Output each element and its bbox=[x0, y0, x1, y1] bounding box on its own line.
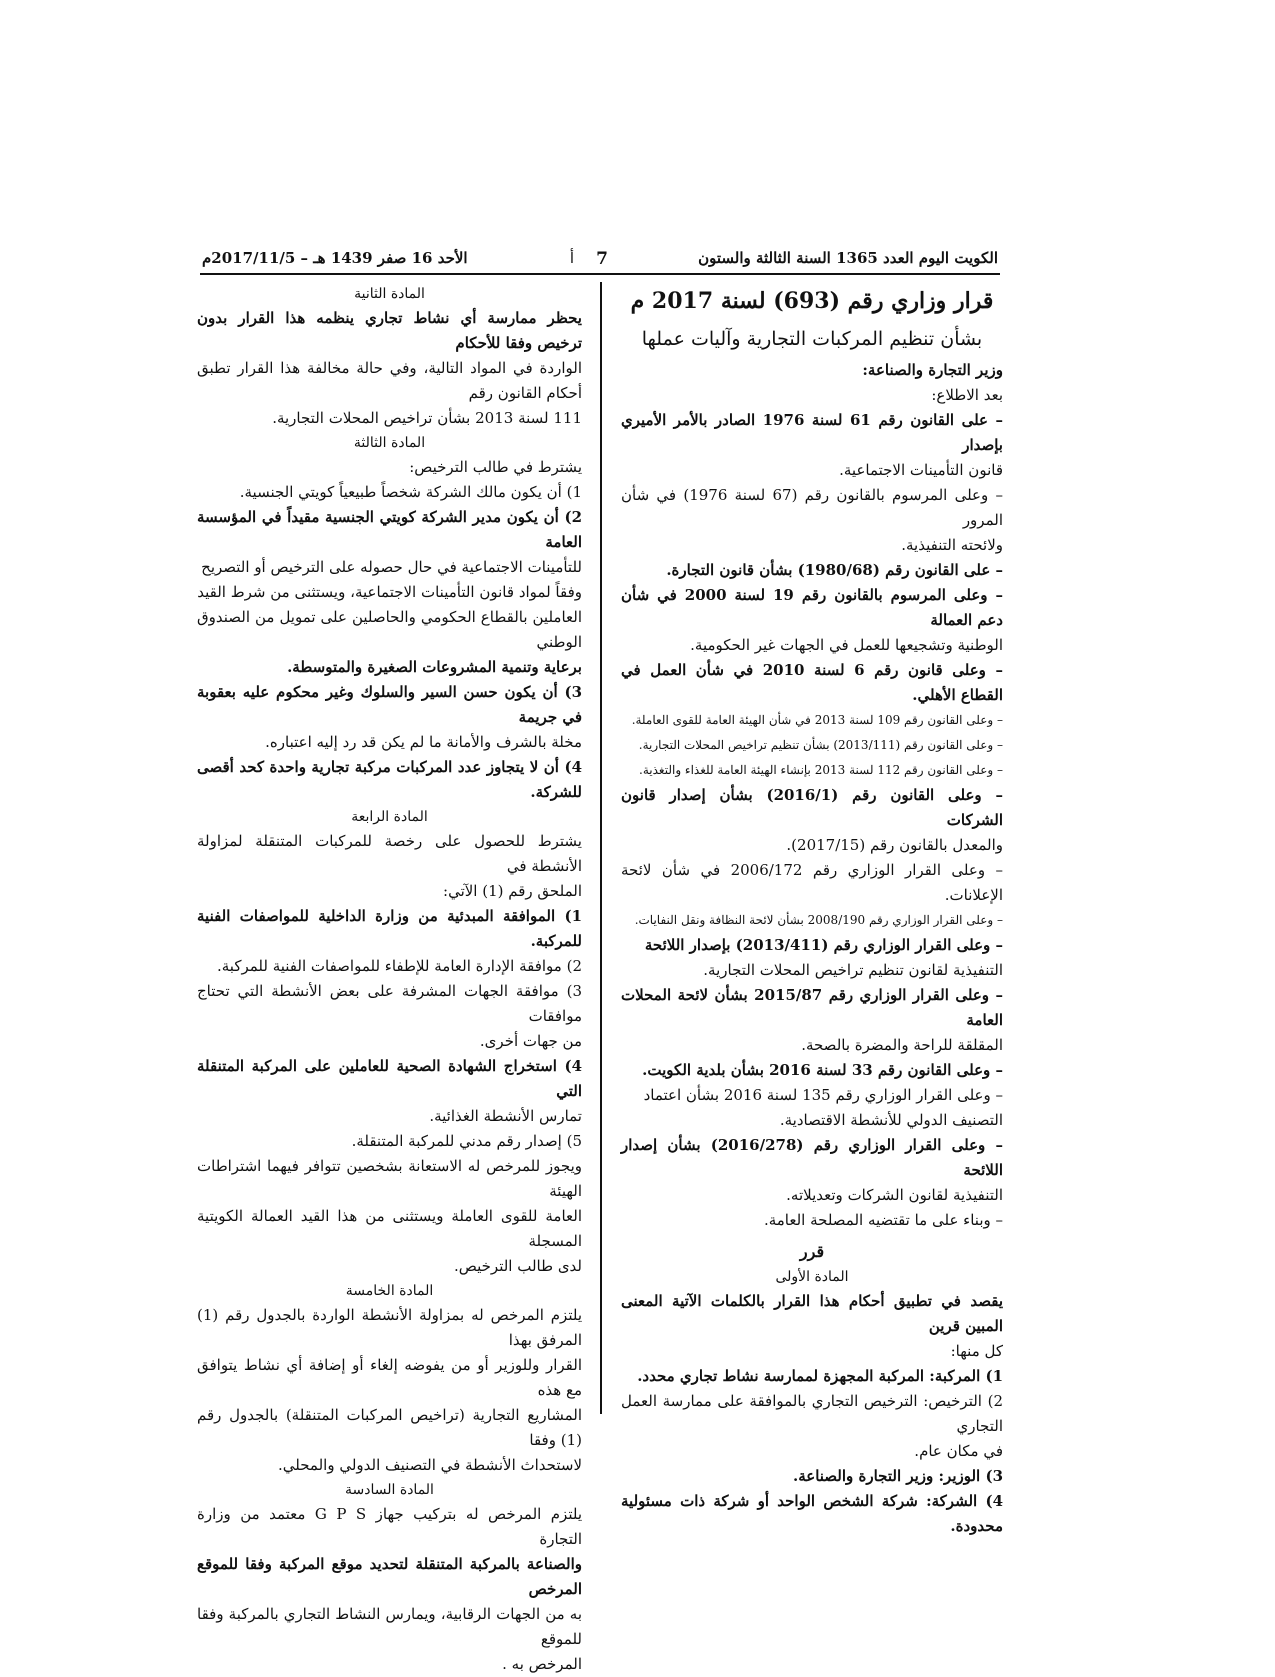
article-line: يقصد في تطبيق أحكام هذا القرار بالكلمات الآتية المعنى المبين قرين bbox=[621, 1292, 1003, 1335]
article-line: 4) استخراج الشهادة الصحية للعاملين على المركبة المتنقلة التي bbox=[197, 1057, 582, 1100]
decree-word: قرر bbox=[799, 1242, 825, 1261]
review-line: – وعلى القرار الوزاري رقم 135 لسنة 2016 بشأن اعتماد bbox=[643, 1086, 1003, 1104]
review-line: – وعلى القرار الوزاري رقم 2015/87 بشأن لائحة المحلات العامة bbox=[621, 986, 1003, 1029]
article-title: المادة السادسة bbox=[345, 1482, 434, 1498]
section-letter: أ bbox=[569, 249, 574, 267]
article-line: 1) المركبة: المركبة المجهزة لممارسة نشاط تجاري محدد. bbox=[637, 1367, 1003, 1385]
article-line: يلتزم المرخص له بتركيب جهاز G P S معتمد من وزارة التجارة bbox=[197, 1505, 583, 1548]
decree-title: قرار وزاري رقم (693) لسنة 2017 م bbox=[630, 288, 994, 314]
article-title: المادة الخامسة bbox=[345, 1283, 434, 1299]
review-line: والمعدل بالقانون رقم (2017/15). bbox=[786, 836, 1003, 854]
article-line: وفقاً لمواد قانون التأمينات الاجتماعية، ويستثنى من شرط القيد bbox=[197, 583, 582, 601]
review-line-small: – وعلى القانون رقم (2013/111) بشأن تنظيم تراخيص المحلات التجارية. bbox=[638, 738, 1003, 752]
article-line: تمارس الأنشطة الغذائية. bbox=[429, 1107, 582, 1125]
article-line: الواردة في المواد التالية، وفي حالة مخالفة هذا القرار تطبق أحكام القانون رقم bbox=[197, 359, 582, 402]
article-line: القرار وللوزير أو من يفوضه إلغاء أو إضافة أي نشاط يتوافق مع هذه bbox=[197, 1356, 582, 1399]
article-line: مخلة بالشرف والأمانة ما لم يكن قد رد إليه اعتباره. bbox=[265, 733, 582, 751]
review-line: التصنيف الدولي للأنشطة الاقتصادية. bbox=[779, 1111, 1003, 1129]
review-line: – وعلى المرسوم بالقانون رقم 19 لسنة 2000 في شأن دعم العمالة bbox=[621, 586, 1003, 629]
minister-line: وزير التجارة والصناعة: bbox=[862, 361, 1003, 379]
review-line: ولائحته التنفيذية. bbox=[901, 536, 1003, 554]
article-line: المشاريع التجارية (تراخيص المركبات المتنقلة) بالجدول رقم (1) وفقا bbox=[197, 1406, 582, 1449]
review-line: – وعلى المرسوم بالقانون رقم (67 لسنة 1976) في شأن المرور bbox=[621, 486, 1004, 529]
review-line: التنفيذية لقانون تنظيم تراخيص المحلات التجارية. bbox=[703, 961, 1003, 979]
review-line: قانون التأمينات الاجتماعية. bbox=[839, 461, 1003, 479]
review-line: – على القانون رقم 61 لسنة 1976 الصادر بالأمر الأميري بإصدار bbox=[621, 411, 1003, 454]
article-line: لاستحداث الأنشطة في التصنيف الدولي والمحلي. bbox=[278, 1456, 582, 1474]
article-line: به من الجهات الرقابية، ويمارس النشاط التجاري بالمركبة وفقا للموقع bbox=[197, 1605, 582, 1648]
article-line: لدى طالب الترخيص. bbox=[453, 1257, 582, 1275]
article-line: برعاية وتنمية المشروعات الصغيرة والمتوسطة. bbox=[287, 658, 582, 676]
decree-subtitle: بشأن تنظيم المركبات التجارية وآليات عملها bbox=[641, 328, 983, 350]
article-line: يحظر ممارسة أي نشاط تجاري ينظمه هذا القرار بدون ترخيص وفقا للأحكام bbox=[197, 309, 582, 352]
review-line: – على القانون رقم (1980/68) بشأن قانون التجارة. bbox=[666, 561, 1003, 579]
review-line-small: – وعلى القانون رقم 112 لسنة 2013 بإنشاء الهيئة العامة للغذاء والتغذية. bbox=[639, 763, 1003, 777]
column-divider bbox=[600, 282, 602, 1414]
article-line: كل منها: bbox=[950, 1342, 1003, 1360]
article-title: المادة الأولى bbox=[775, 1269, 849, 1285]
article-line: 1) أن يكون مالك الشركة شخصاً طبيعياً كويتي الجنسية. bbox=[239, 483, 582, 501]
article-line: ويجوز للمرخص له الاستعانة بشخصين تتوافر فيهما اشتراطات الهيئة bbox=[197, 1157, 582, 1200]
article-line: في مكان عام. bbox=[914, 1442, 1003, 1460]
article-line: 2) أن يكون مدير الشركة كويتي الجنسية مقيداً في المؤسسة العامة bbox=[197, 508, 582, 551]
review-line-small: – وعلى القانون رقم 109 لسنة 2013 في شأن الهيئة العامة للقوى العاملة. bbox=[631, 713, 1003, 727]
right-column bbox=[621, 282, 1003, 1539]
article-title: المادة الثالثة bbox=[353, 435, 426, 451]
review-line: – وعلى القرار الوزاري رقم (2013/411) بإصدار اللائحة bbox=[644, 936, 1003, 954]
gazette-issue-info: الكويت اليوم العدد 1365 السنة الثالثة والستون bbox=[698, 249, 998, 267]
article-line: العامة للقوى العاملة ويستثنى من هذا القيد العمالة الكويتية المسجلة bbox=[197, 1207, 582, 1250]
review-line: – وعلى قانون رقم 6 لسنة 2010 في شأن العمل في القطاع الأهلي. bbox=[621, 661, 1003, 704]
review-line-small: – وعلى القرار الوزاري رقم 2008/190 بشأن لائحة النظافة ونقل النفايات. bbox=[634, 913, 1003, 927]
article-line: من جهات أخرى. bbox=[479, 1032, 582, 1050]
article-line: 3) أن يكون حسن السير والسلوك وغير محكوم عليه بعقوبة في جريمة bbox=[197, 683, 582, 726]
article-line: والصناعة بالمركبة المتنقلة لتحديد موقع المركبة وفقا للموقع المرخص bbox=[197, 1555, 582, 1598]
article-line: 5) إصدار رقم مدني للمركبة المتنقلة. bbox=[351, 1132, 582, 1150]
article-line: الملحق رقم (1) الآتي: bbox=[443, 882, 582, 900]
left-column bbox=[197, 282, 582, 1677]
article-line: 2) الترخيص: الترخيص التجاري بالموافقة على ممارسة العمل التجاري bbox=[621, 1392, 1003, 1435]
article-line: 1) الموافقة المبدئية من وزارة الداخلية للمواصفات الفنية للمركبة. bbox=[197, 907, 582, 950]
after-review: بعد الاطلاع: bbox=[931, 386, 1003, 404]
article-line: للتأمينات الاجتماعية في حال حصوله على الترخيص أو التصريح bbox=[201, 558, 582, 576]
article-line: 4) الشركة: شركة الشخص الواحد أو شركة ذات مسئولية محدودة. bbox=[621, 1492, 1003, 1535]
review-line: – وعلى القانون رقم 33 لسنة 2016 بشأن بلدية الكويت. bbox=[642, 1061, 1003, 1079]
review-line: – وبناء على ما تقتضيه المصلحة العامة. bbox=[763, 1211, 1003, 1229]
article-line: يشترط في طالب الترخيص: bbox=[409, 458, 582, 476]
article-line: 3) موافقة الجهات المشرفة على بعض الأنشطة التي تحتاج موافقات bbox=[197, 982, 582, 1025]
review-line: – وعلى القرار الوزاري رقم (2016/278) بشأن إصدار اللائحة bbox=[621, 1136, 1004, 1179]
article-line: يشترط للحصول على رخصة للمركبات المتنقلة لمزاولة الأنشطة في bbox=[197, 832, 582, 875]
article-line: 4) أن لا يتجاوز عدد المركبات مركبة تجارية واحدة كحد أقصى للشركة. bbox=[197, 758, 582, 801]
review-line: الوطنية وتشجيعها للعمل في الجهات غير الحكومية. bbox=[690, 636, 1003, 654]
page-number: 7 bbox=[596, 249, 608, 269]
review-line: – وعلى القانون رقم (2016/1) بشأن إصدار قانون الشركات bbox=[621, 786, 1003, 829]
article-line: 111 لسنة 2013 بشأن تراخيص المحلات التجارية. bbox=[272, 409, 582, 427]
article-line: 3) الوزير: وزير التجارة والصناعة. bbox=[792, 1467, 1003, 1485]
review-line: – وعلى القرار الوزاري رقم 2006/172 في شأن لائحة الإعلانات. bbox=[621, 861, 1003, 904]
review-line: التنفيذية لقانون الشركات وتعديلاته. bbox=[786, 1186, 1003, 1204]
article-line: يلتزم المرخص له بمزاولة الأنشطة الواردة بالجدول رقم (1) المرفق بهذا bbox=[197, 1306, 582, 1349]
article-line: المرخص به . bbox=[502, 1655, 582, 1673]
article-line: العاملين بالقطاع الحكومي والحاصلين على تمويل من الصندوق الوطني bbox=[197, 608, 582, 651]
page-header bbox=[200, 243, 1000, 275]
issue-date: الأحد 16 صفر 1439 هـ – 2017/11/5م bbox=[202, 249, 468, 267]
article-title: المادة الثانية bbox=[354, 286, 425, 302]
article-title: المادة الرابعة bbox=[351, 809, 428, 825]
article-line: 2) موافقة الإدارة العامة للإطفاء للمواصفات الفنية للمركبة. bbox=[216, 957, 582, 975]
review-line: المقلقة للراحة والمضرة بالصحة. bbox=[801, 1036, 1003, 1054]
